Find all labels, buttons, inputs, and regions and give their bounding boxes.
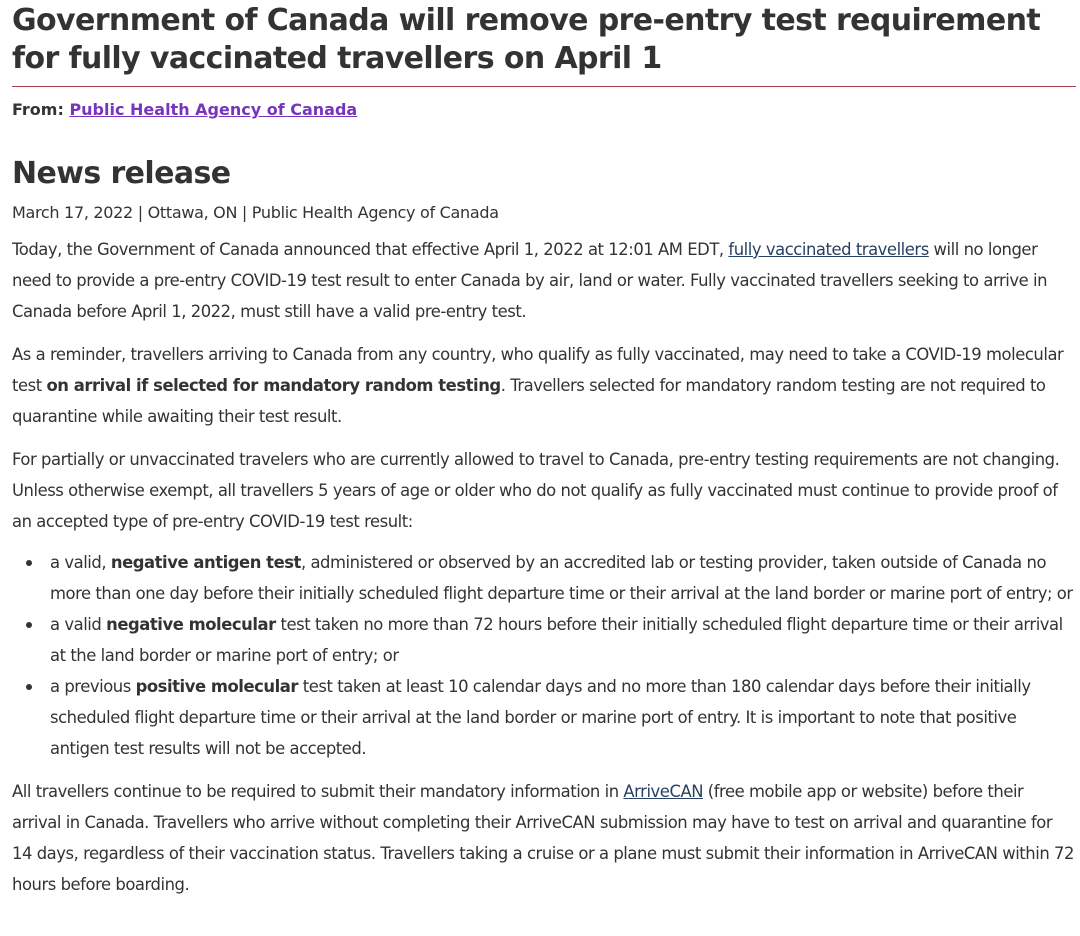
paragraph-text: All travellers continue to be required to submit their mandatory information in [12,782,624,801]
list-item-text: test taken no more than 72 hours before their initially scheduled flight departure time or their arrival at the land border or marine port of entry; or [50,615,1063,665]
from-line [12,99,1076,121]
bold-text: negative antigen test [110,553,301,572]
list-item-text: test taken at least 10 calendar days and no more than 180 calendar days before their initially scheduled flight departure time or their arrival at the land border or marine port of entry. It is important to note that positive antigen test results will not be accepted. [50,677,1031,758]
section-heading: News release [12,156,231,191]
test-requirements-list [12,547,1076,764]
paragraph-arrivecan [12,776,1076,900]
release-meta: March 17, 2022 | Ottawa, ON | Public Health Agency of Canada [12,203,499,222]
bold-text: negative molecular [106,615,276,634]
paragraph-text: will no longer need to provide a pre-entry COVID-19 test result to enter Canada by air, land or water. Fully vaccinated travellers seeking to arrive in Canada before April 1, 2022, must still have a valid pre-entry test. [12,240,1048,321]
bullet-icon [26,560,32,566]
bold-text: on arrival if selected for mandatory random testing [46,376,501,395]
paragraph-text: . Travellers selected for mandatory random testing are not required to quarantine while awaiting their test result. [12,376,1046,426]
bold-text: positive molecular [135,677,299,696]
paragraph-text: As a reminder, travellers arriving to Canada from any country, who qualify as fully vaccinated, may need to take a COVID-19 molecular test [12,345,1064,395]
from-agency-link[interactable]: Public Health Agency of Canada [69,100,358,119]
page-title: Government of Canada will remove pre-entry test requirement for fully vaccinated travellers on April 1 [12,2,1076,87]
bullet-icon [26,622,32,628]
from-label: From: [12,100,64,119]
paragraph-text: (free mobile app or website) before their arrival in Canada. Travellers who arrive without completing their ArriveCAN submission may have to test on arrival and quarantine for 14 days, regardless of their vaccination status. Travellers taking a cruise or a plane must submit their information in ArriveCAN within 72 hours before boarding. [12,782,1074,894]
paragraph-unvaccinated: For partially or unvaccinated travelers who are currently allowed to travel to Canada, pre-entry testing requirements are not changing. Unless otherwise exempt, all travellers 5 years of age or older who do not qualify as fully vaccinated must continue to provide proof of an accepted type of pre-entry COVID-19 test result: [12,450,1060,531]
list-item-text: , administered or observed by an accredited lab or testing provider, taken outside of Canada no more than one day before their initially scheduled flight departure time or their arrival at the land border or marine port of entry; or [50,553,1073,603]
arrivecan-link[interactable]: ArriveCAN [623,782,704,801]
paragraph-intro [12,234,1076,327]
news-release-page [0,2,1080,936]
list-item [50,609,1076,671]
paragraph-text: Today, the Government of Canada announced that effective April 1, 2022 at 12:01 AM EDT, [12,240,729,259]
list-item [50,547,1076,609]
list-item [50,671,1076,764]
list-item-text: a previous [50,677,136,696]
fully-vaccinated-travellers-link[interactable]: fully vaccinated travellers [728,240,929,259]
paragraph-reminder [12,339,1076,432]
list-item-text: a valid, [50,553,111,572]
bullet-icon [26,684,32,690]
list-item-text: a valid [50,615,107,634]
